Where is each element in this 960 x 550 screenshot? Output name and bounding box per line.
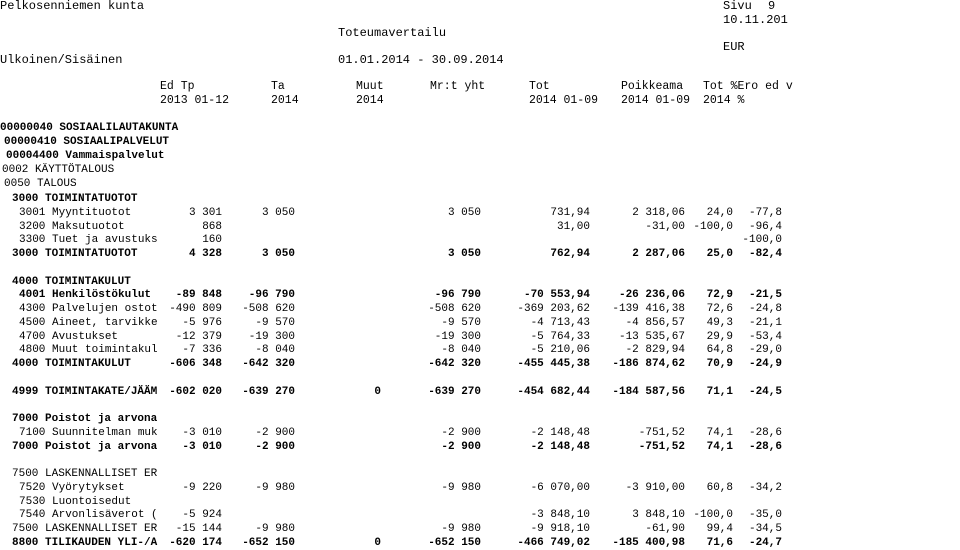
col-sub-muut: 2014: [356, 94, 384, 107]
org-name: Pelkosenniemen kunta: [0, 0, 145, 13]
row-value-col-1: -15 144: [175, 523, 222, 535]
row-value-col-2: -639 270: [242, 385, 295, 398]
row-value-col-8: -100,0: [742, 234, 782, 247]
table-row: [0, 522, 960, 536]
row-value-col-4: 3 050: [447, 248, 481, 260]
report-date: 10.11.201: [723, 13, 788, 27]
row-value-col-3: 0: [374, 385, 381, 398]
row-value-col-6: -186 874,62: [612, 358, 685, 370]
row-value-col-6: -139 416,38: [612, 303, 685, 315]
table-row: [0, 192, 960, 206]
row-value-col-7: -100,0: [693, 220, 733, 233]
table-row: [0, 302, 960, 316]
row-value-col-7: 71,1: [706, 385, 733, 398]
row-value-col-1: -620 174: [169, 536, 222, 549]
row-label: 4000 TOIMINTAKULUT: [12, 358, 131, 370]
row-value-col-1: 868: [202, 220, 222, 233]
table-row: [0, 220, 960, 234]
row-label: 4999 TOIMINTAKATE/JÄÄM: [12, 385, 158, 398]
row-label: 7520 Vyörytykset: [19, 481, 125, 494]
row-value-col-5: -2 148,48: [530, 440, 590, 453]
row-value-col-6: 3 848,10: [632, 509, 685, 522]
row-value-col-8: -96,4: [748, 220, 782, 233]
row-value-col-2: -9 980: [255, 523, 295, 535]
col-head-tot-ero: Tot %Ero ed v: [703, 80, 793, 93]
row-value-col-3: 0: [374, 536, 381, 549]
row-value-col-5: -466 749,02: [517, 536, 590, 549]
row-value-col-8: -53,4: [748, 330, 782, 343]
row-value-col-4: -19 300: [434, 330, 481, 343]
table-row: [0, 330, 960, 344]
row-value-col-4: -9 980: [441, 523, 481, 535]
row-value-col-4: -639 270: [428, 385, 481, 398]
page-number: 9: [768, 0, 776, 13]
currency-label: EUR: [723, 40, 745, 54]
row-value-col-8: -34,2: [748, 481, 782, 494]
row-value-col-7: 49,3: [706, 316, 733, 329]
row-value-col-4: -652 150: [428, 536, 481, 549]
row-value-col-1: -89 848: [175, 289, 222, 302]
row-value-col-6: -26 236,06: [618, 289, 685, 302]
row-value-col-6: 2 318,06: [632, 206, 685, 219]
table-row: [0, 343, 960, 357]
table-row: [0, 467, 960, 481]
row-value-col-7: 74,1: [706, 440, 733, 453]
row-value-col-2: -508 620: [242, 303, 295, 315]
row-value-col-4: -642 320: [428, 358, 481, 370]
row-value-col-5: -5 764,33: [530, 330, 590, 343]
row-value-col-6: -13 535,67: [618, 330, 685, 343]
col-sub-tot: 2014 01-09: [529, 94, 599, 107]
hierarchy-level-3: 00004400 Vammaispalvelut: [6, 150, 165, 162]
row-value-col-7: 29,9: [706, 330, 733, 343]
row-value-col-8: -35,0: [748, 509, 782, 522]
row-value-col-6: 2 287,06: [632, 248, 685, 260]
row-value-col-5: -455 445,38: [517, 358, 590, 370]
row-value-col-1: -3 010: [182, 440, 222, 453]
row-value-col-7: 25,0: [706, 248, 733, 260]
table-row: [0, 206, 960, 220]
row-label: 4500 Aineet, tarvikke: [19, 316, 158, 329]
row-value-col-2: -9 570: [255, 316, 295, 329]
report-title: Toteumavertailu: [338, 26, 447, 40]
table-row: [0, 536, 960, 550]
row-value-col-5: -6 070,00: [530, 481, 590, 494]
table-row: [0, 371, 960, 385]
row-label: 7500 LASKENNALLISET ER: [12, 468, 158, 480]
row-label: 4000 TOIMINTAKULUT: [12, 275, 131, 288]
row-label: 7530 Luontoisedut: [19, 495, 132, 508]
report-period: 01.01.2014 - 30.09.2014: [338, 53, 504, 67]
row-value-col-5: -2 148,48: [530, 426, 590, 439]
row-value-col-6: -185 400,98: [612, 536, 685, 549]
row-label: 7000 Poistot ja arvona: [12, 413, 158, 425]
row-value-col-7: 72,6: [706, 303, 733, 315]
row-value-col-5: -3 848,10: [530, 509, 590, 522]
row-value-col-8: -24,5: [748, 385, 782, 398]
row-value-col-2: -96 790: [248, 289, 295, 302]
row-value-col-6: -4 856,57: [625, 316, 685, 329]
row-value-col-5: -5 210,06: [530, 344, 590, 357]
row-value-col-4: -8 040: [441, 344, 481, 357]
row-value-col-1: -7 336: [182, 344, 222, 357]
table-row: [0, 275, 960, 289]
col-head-tot: Tot: [529, 80, 550, 93]
row-value-col-7: 72,9: [706, 289, 733, 302]
row-label: 4001 Henkilöstökulut: [19, 289, 152, 302]
row-label: 3300 Tuet ja avustuks: [19, 234, 158, 247]
hierarchy-level-4: 0002 KÄYTTÖTALOUS: [2, 164, 115, 176]
hierarchy-level-1: 00000040 SOSIAALILAUTAKUNTA: [0, 122, 179, 134]
row-value-col-8: -29,0: [748, 344, 782, 357]
table-row: [0, 440, 960, 454]
table-row: [0, 385, 960, 399]
row-value-col-2: -2 900: [255, 426, 295, 439]
row-label: 3200 Maksutuotot: [19, 220, 125, 233]
row-value-col-2: 3 050: [261, 248, 295, 260]
row-value-col-7: 64,8: [706, 344, 733, 357]
col-sub-ed-tp: 2013 01-12: [160, 94, 230, 107]
row-value-col-7: -100,0: [693, 509, 733, 522]
row-value-col-2: -8 040: [255, 344, 295, 357]
row-value-col-7: 70,9: [706, 358, 733, 370]
row-value-col-8: -24,8: [748, 303, 782, 315]
col-sub-poikkeama: 2014 01-09: [621, 94, 691, 107]
row-label: 4300 Palvelujen ostot: [19, 303, 158, 315]
row-value-col-6: -31,00: [645, 220, 685, 233]
row-value-col-5: -4 713,43: [530, 316, 590, 329]
row-value-col-1: 4 328: [188, 248, 222, 260]
table-row: [0, 481, 960, 495]
table-row: [0, 412, 960, 426]
row-value-col-1: -606 348: [169, 358, 222, 370]
row-label: 7540 Arvonlisäverot (: [19, 509, 158, 522]
row-value-col-4: -508 620: [428, 303, 481, 315]
row-label: 7500 LASKENNALLISET ER: [12, 523, 158, 535]
row-value-col-7: 74,1: [706, 426, 733, 439]
col-head-muut: Muut: [356, 80, 384, 93]
row-value-col-6: -184 587,56: [612, 385, 685, 398]
col-head-poikkeama: Poikkeama: [621, 80, 684, 93]
row-value-col-8: -82,4: [748, 248, 782, 260]
row-value-col-7: 71,6: [706, 536, 733, 549]
row-label: 4800 Muut toimintakul: [19, 344, 158, 357]
row-label: 4700 Avustukset: [19, 330, 119, 343]
row-value-col-5: -9 918,10: [530, 523, 590, 535]
row-value-col-1: 3 301: [188, 206, 222, 219]
table-row: [0, 426, 960, 440]
table-row: [0, 247, 960, 261]
row-value-col-5: -369 203,62: [517, 303, 590, 315]
row-value-col-8: -21,5: [748, 289, 782, 302]
row-value-col-1: -490 809: [169, 303, 222, 315]
row-label: 7000 Poistot ja arvona: [12, 440, 158, 453]
table-row: [0, 288, 960, 302]
row-value-col-6: -3 910,00: [625, 481, 685, 494]
row-value-col-2: -642 320: [242, 358, 295, 370]
col-head-ta: Ta: [271, 80, 285, 93]
row-value-col-8: -77,8: [748, 206, 782, 219]
row-value-col-6: -61,90: [645, 523, 685, 535]
row-value-col-4: -9 980: [441, 481, 481, 494]
row-value-col-1: -12 379: [175, 330, 222, 343]
row-value-col-8: -34,5: [748, 523, 782, 535]
row-value-col-5: 762,94: [550, 248, 590, 260]
col-sub-ta: 2014: [271, 94, 299, 107]
row-value-col-6: -751,52: [638, 440, 685, 453]
col-head-mrt-yht: Mr:t yht: [430, 80, 486, 93]
row-value-col-8: -24,9: [748, 358, 782, 370]
table-row: [0, 453, 960, 467]
row-label: 7100 Suunnitelman muk: [19, 426, 158, 439]
row-value-col-1: -5 924: [182, 509, 222, 522]
col-head-ed-tp: Ed Tp: [160, 80, 195, 93]
row-value-col-4: -9 570: [441, 316, 481, 329]
row-value-col-2: -2 900: [255, 440, 295, 453]
row-value-col-4: -2 900: [441, 440, 481, 453]
table-row: [0, 398, 960, 412]
table-row: [0, 357, 960, 371]
row-value-col-5: -454 682,44: [517, 385, 590, 398]
table-row: [0, 316, 960, 330]
row-value-col-8: -24,7: [748, 536, 782, 549]
row-label: 3000 TOIMINTATUOTOT: [12, 248, 138, 260]
row-value-col-7: 24,0: [706, 206, 733, 219]
row-value-col-4: 3 050: [447, 206, 481, 219]
hierarchy-level-2: 00000410 SOSIAALIPALVELUT: [4, 136, 170, 148]
row-value-col-2: 3 050: [261, 206, 295, 219]
row-value-col-1: -5 976: [182, 316, 222, 329]
row-value-col-8: -28,6: [748, 440, 782, 453]
col-sub-tot-ero: 2014 %: [703, 94, 745, 107]
row-value-col-8: -28,6: [748, 426, 782, 439]
row-value-col-2: -652 150: [242, 536, 295, 549]
row-value-col-2: -9 980: [255, 481, 295, 494]
row-value-col-7: 99,4: [706, 523, 733, 535]
row-value-col-1: -602 020: [169, 385, 222, 398]
row-label: 3001 Myyntituotot: [19, 206, 132, 219]
row-label: 8800 TILIKAUDEN YLI-/A: [12, 536, 158, 549]
row-value-col-2: -19 300: [248, 330, 295, 343]
row-value-col-5: 731,94: [550, 206, 590, 219]
table-row: [0, 495, 960, 509]
row-value-col-5: 31,00: [556, 220, 590, 233]
row-value-col-7: 60,8: [706, 481, 733, 494]
row-value-col-6: -751,52: [638, 426, 685, 439]
row-value-col-5: -70 553,94: [523, 289, 590, 302]
table-row: [0, 233, 960, 247]
row-value-col-8: -21,1: [748, 316, 782, 329]
table-row: [0, 261, 960, 275]
hierarchy-level-5: 0050 TALOUS: [4, 178, 77, 190]
row-value-col-1: -3 010: [182, 426, 222, 439]
row-value-col-1: 160: [202, 234, 222, 247]
table-row: [0, 508, 960, 522]
row-value-col-4: -96 790: [434, 289, 481, 302]
row-label: 3000 TOIMINTATUOTOT: [12, 193, 138, 205]
page-label: Sivu: [723, 0, 752, 13]
row-value-col-6: -2 829,94: [625, 344, 685, 357]
scope-label: Ulkoinen/Sisäinen: [0, 53, 123, 67]
row-value-col-4: -2 900: [441, 426, 481, 439]
row-value-col-1: -9 220: [182, 481, 222, 494]
